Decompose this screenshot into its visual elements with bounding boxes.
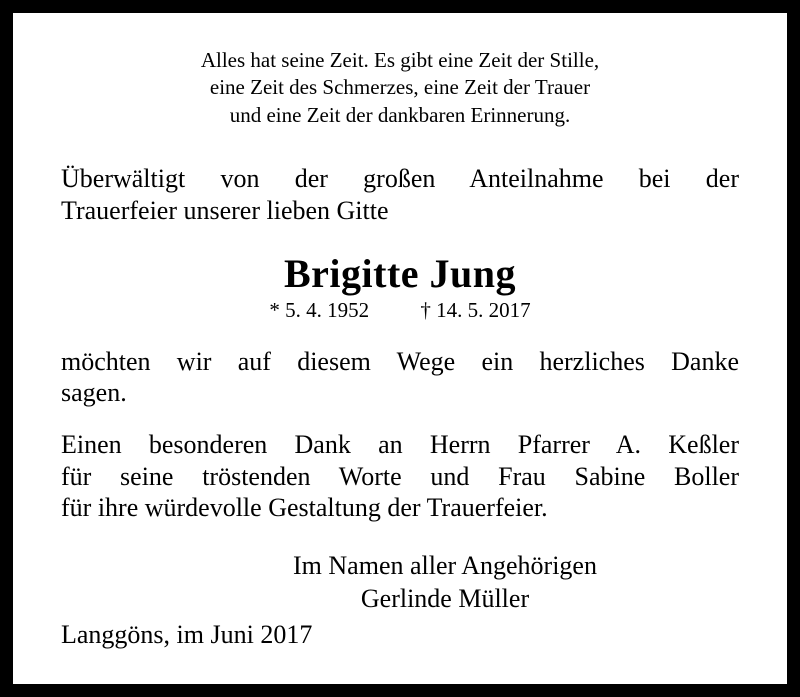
special-thanks-paragraph — [61, 429, 739, 524]
obituary-content — [10, 10, 790, 687]
special-thanks-line: für ihre würdevolle Gestaltung der Trauerfeier. — [61, 493, 548, 523]
signature-line: Im Namen aller Angehörigen — [293, 551, 597, 581]
intro-line: Trauerfeier unserer lieben Gitte — [61, 195, 389, 225]
thanks-line: möchten wir auf diesem Wege ein herzliches Danke — [61, 346, 739, 376]
intro-paragraph — [61, 163, 739, 226]
epigraph — [61, 47, 739, 129]
deceased-name: Brigitte Jung — [283, 251, 517, 297]
intro-line: Überwältigt von der großen Anteilnahme bei der — [61, 163, 739, 193]
life-dates — [61, 298, 739, 323]
epigraph-line: und eine Zeit der dankbaren Erinnerung. — [229, 102, 571, 127]
deceased-block — [61, 252, 739, 323]
thanks-line: sagen. — [61, 378, 127, 408]
thanks-paragraph — [61, 346, 739, 409]
place-and-date: Langgöns, im Juni 2017 — [61, 620, 313, 649]
death-date: † 14. 5. 2017 — [420, 298, 531, 323]
epigraph-line: Alles hat seine Zeit. Es gibt eine Zeit der Stille, — [200, 48, 600, 72]
signature-line: Gerlinde Müller — [360, 583, 530, 613]
special-thanks-line: Einen besonderen Dank an Herrn Pfarrer A. Keßler — [61, 429, 739, 459]
birth-date: * 5. 4. 1952 — [269, 298, 370, 323]
epigraph-line: eine Zeit des Schmerzes, eine Zeit der Trauer — [209, 75, 591, 100]
special-thanks-line: für seine tröstenden Worte und Frau Sabine Boller — [61, 461, 739, 491]
signature-block — [61, 550, 739, 615]
